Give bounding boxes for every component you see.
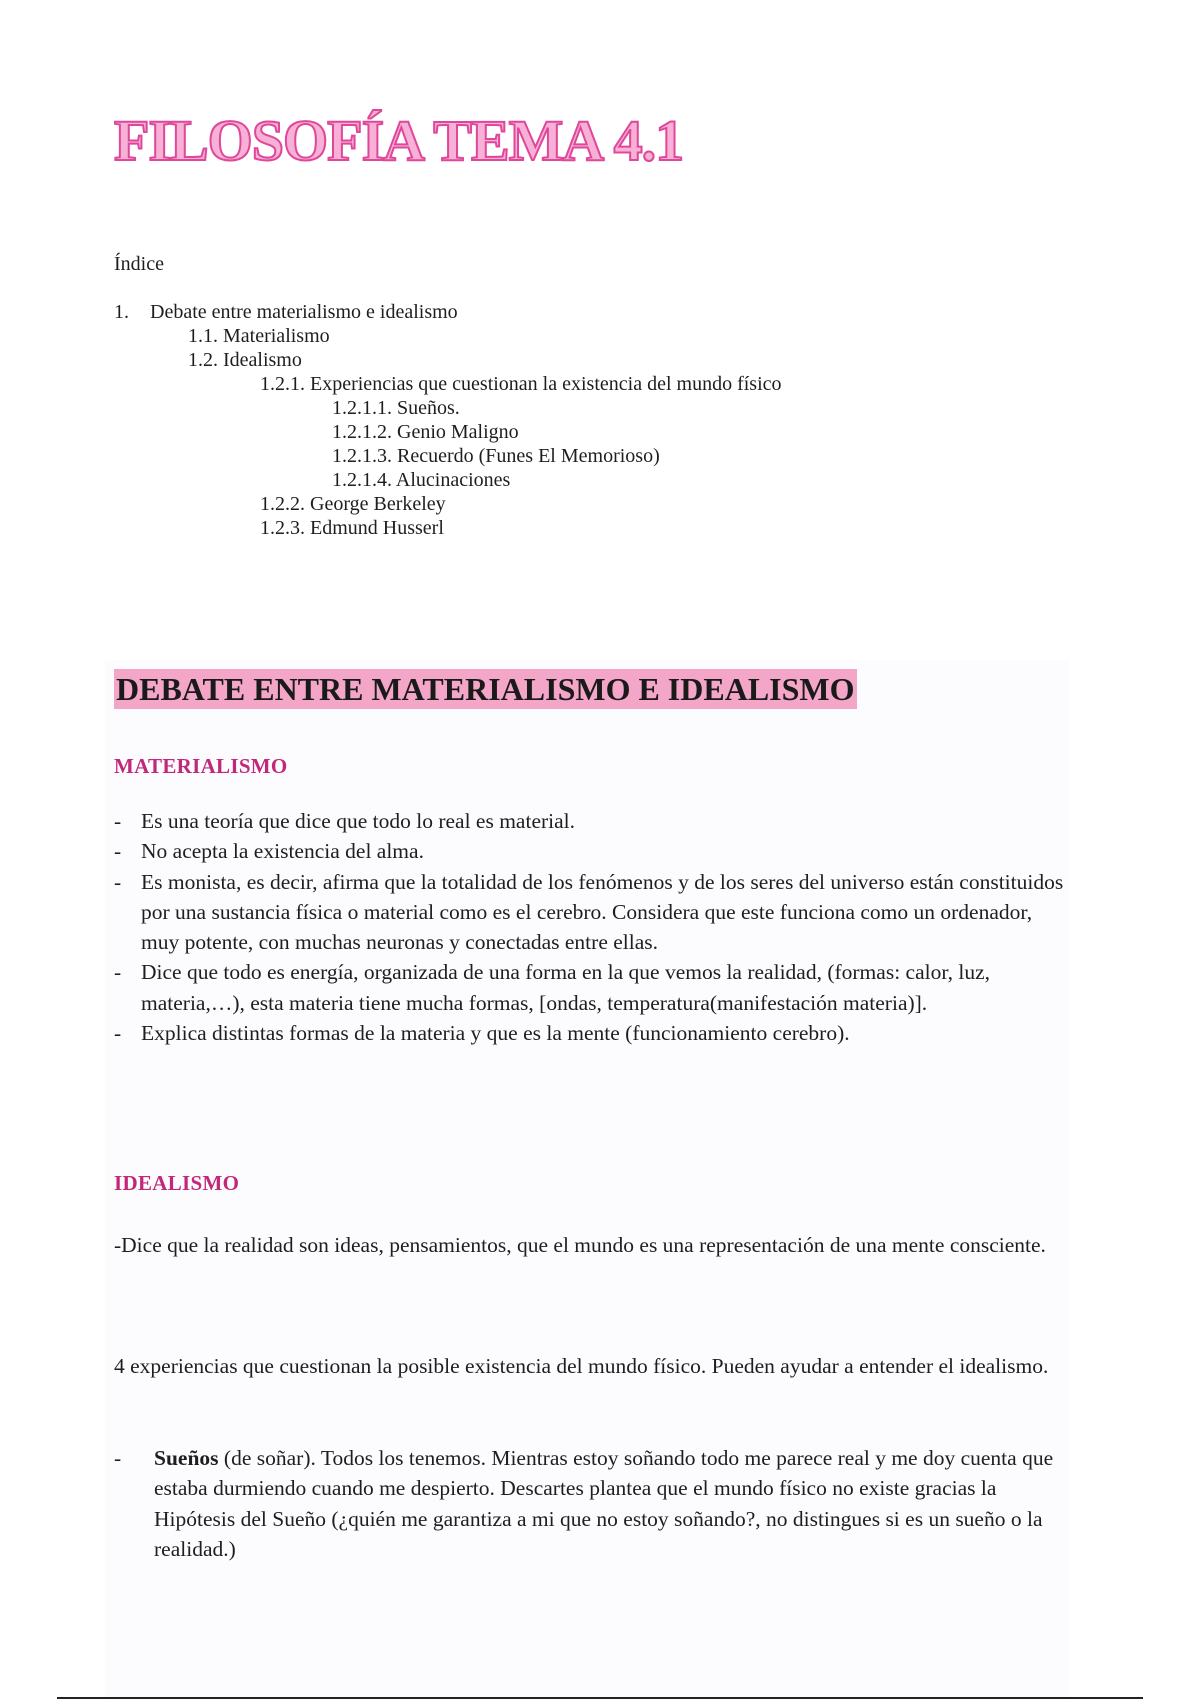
- materialismo-heading: MATERIALISMO: [114, 754, 288, 778]
- idealismo-heading: IDEALISMO: [114, 1171, 240, 1195]
- dash-bullet: -: [114, 809, 122, 833]
- page-bottom-rule: [57, 1697, 1143, 1699]
- toc-number: 1.: [114, 301, 129, 323]
- toc-text: Experiencias que cuestionan la existencia del mundo físico: [310, 373, 782, 395]
- toc-text: Materialismo: [223, 325, 330, 347]
- section-heading: DEBATE ENTRE MATERIALISMO E IDEALISMO: [116, 671, 855, 707]
- toc-text: Genio Maligno: [397, 421, 519, 443]
- toc-text: Recuerdo (Funes El Memorioso): [397, 445, 660, 467]
- toc-text: Alucinaciones: [395, 469, 511, 491]
- toc-text: Idealismo: [223, 349, 302, 371]
- toc-number: 1.2.1.4.: [332, 469, 392, 491]
- list-item: - Dice que todo es energía, organizada de una forma en la que vemos la realidad, (formas: calor, luz, materia,…), esta materia tiene mucha formas, [ondas, temperatura(manifestación materia)].: [114, 957, 1074, 1018]
- dash-bullet: -: [114, 960, 122, 985]
- toc-number: 1.2.1.3.: [332, 445, 392, 467]
- materialismo-list: [114, 806, 1074, 1048]
- list-item: - Es una teoría que dice que todo lo real es material.: [114, 806, 1074, 836]
- list-item-suenos: [114, 1443, 1074, 1564]
- toc-text: Sueños.: [397, 397, 460, 419]
- index-label: Índice: [114, 253, 164, 275]
- toc-item: [260, 516, 444, 540]
- toc-item: [332, 420, 519, 444]
- toc-item: [188, 348, 302, 372]
- toc-item: [114, 300, 458, 324]
- toc-text: George Berkeley: [310, 493, 446, 515]
- toc-item: [188, 324, 330, 348]
- toc-number: 1.1.: [188, 325, 218, 347]
- toc-item: [332, 468, 510, 492]
- toc-number: 1.2.1.2.: [332, 421, 392, 443]
- dash-bullet: -: [114, 869, 122, 894]
- toc-item: [260, 492, 446, 516]
- toc-number: 1.2.1.: [260, 373, 305, 395]
- list-item: - Es monista, es decir, afirma que la totalidad de los fenómenos y de los seres del universo están constituidos por una sustancia física o material como es el cerebro. Considera que este funciona como un ordenador, muy potente, con muchas neuronas y conectadas entre ellas.: [114, 867, 1074, 958]
- toc-text: Edmund Husserl: [310, 517, 444, 539]
- experiences-intro: 4 experiencias que cuestionan la posible existencia del mundo físico. Pueden ayudar a entender el idealismo.: [114, 1354, 1049, 1378]
- toc-text: Debate entre materialismo e idealismo: [150, 301, 458, 323]
- toc-number: 1.2.2.: [260, 493, 305, 515]
- dash-bullet: -: [114, 1446, 122, 1470]
- list-item: - Explica distintas formas de la materia y que es la mente (funcionamiento cerebro).: [114, 1018, 1074, 1048]
- list-item: - No acepta la existencia del alma.: [114, 836, 1074, 866]
- suenos-text: (de soñar). Todos los tenemos. Mientras estoy soñando todo me parece real y me doy cuenta que estaba durmiendo cuando me despierto. Descartes plantea que el mundo físico no existe gracias la Hipótesis del Sueño (¿quién me garantiza a mi que no estoy soñando?, no distingues si es un sueño o la realidad.): [154, 1446, 1054, 1561]
- toc-number: 1.2.3.: [260, 517, 305, 539]
- toc-item: [260, 372, 782, 396]
- toc-number: 1.2.1.1.: [332, 397, 392, 419]
- dash-bullet: -: [114, 839, 122, 864]
- toc-item: [332, 396, 460, 420]
- toc-item: [332, 444, 660, 468]
- term-suenos: Sueños: [154, 1446, 219, 1470]
- idealismo-definition: -Dice que la realidad son ideas, pensamientos, que el mundo es una representación de una mente consciente.: [114, 1233, 1046, 1257]
- dash-bullet: -: [114, 1021, 122, 1046]
- document-title: FILOSOFÍA TEMA 4.1: [114, 108, 684, 173]
- toc-number: 1.2.: [188, 349, 218, 371]
